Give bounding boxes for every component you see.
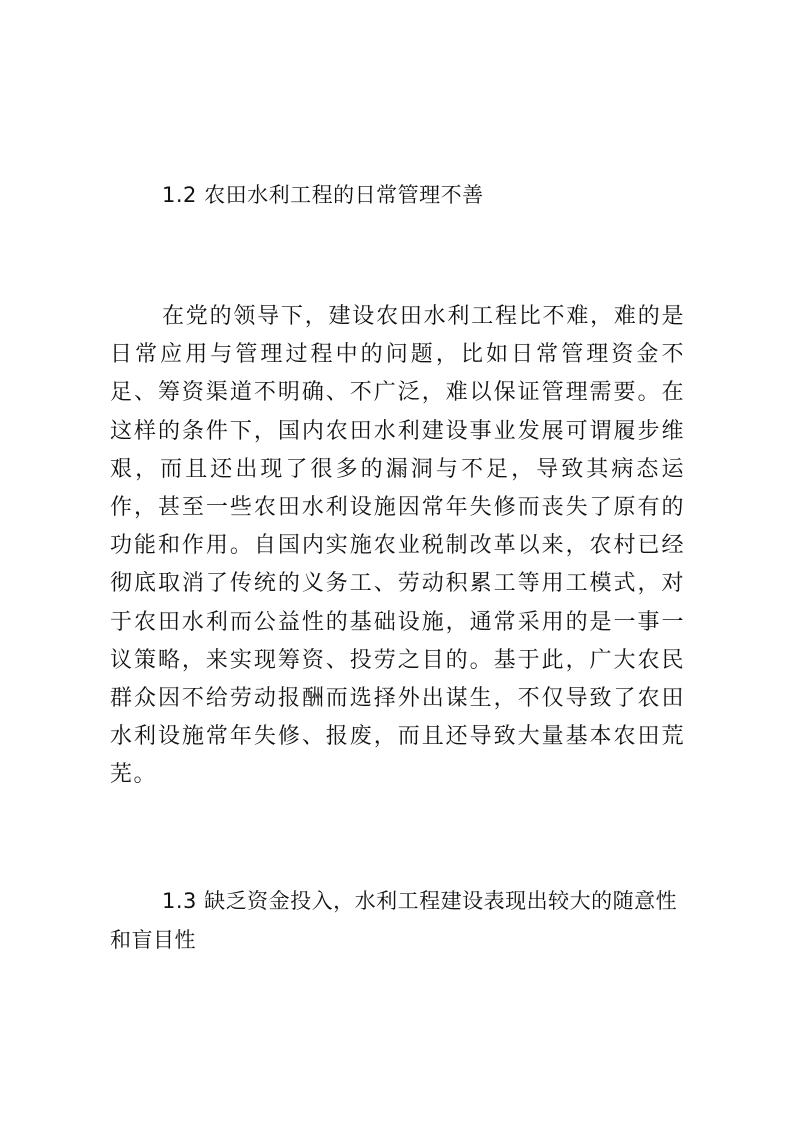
section-paragraph-1-2: 在党的领导下，建设农田水利工程比不难，难的是日常应用与管理过程中的问题，比如日常管理资金不足、筹资渠道不明确、不广泛，难以保证管理需要。在这样的条件下，国内农田水利建设事业发展可谓履步维艰，而且还出现了很多的漏洞与不足，导致其病态运作，甚至一些农田水利设施因常年失修而丧失了原有的功能和作用。自国内实施农业税制改革以来，农村已经彻底取消了传统的义务工、劳动积累工等用工模式，对于农田水利而公益性的基础设施，通常采用的是一事一议策略，来实现筹资、投劳之目的。基于此，广大农民群众因不给劳动报酬而选择外出谋生，不仅导致了农田水利设施常年失修、报废，而且还导致大量基本农田荒芜。 — [110, 304, 685, 788]
section-heading-1-2: 1.2 农田水利工程的日常管理不善 — [162, 183, 484, 207]
section-heading-1-3: 1.3 缺乏资金投入，水利工程建设表现出较大的随意性和盲目性 — [110, 889, 678, 952]
